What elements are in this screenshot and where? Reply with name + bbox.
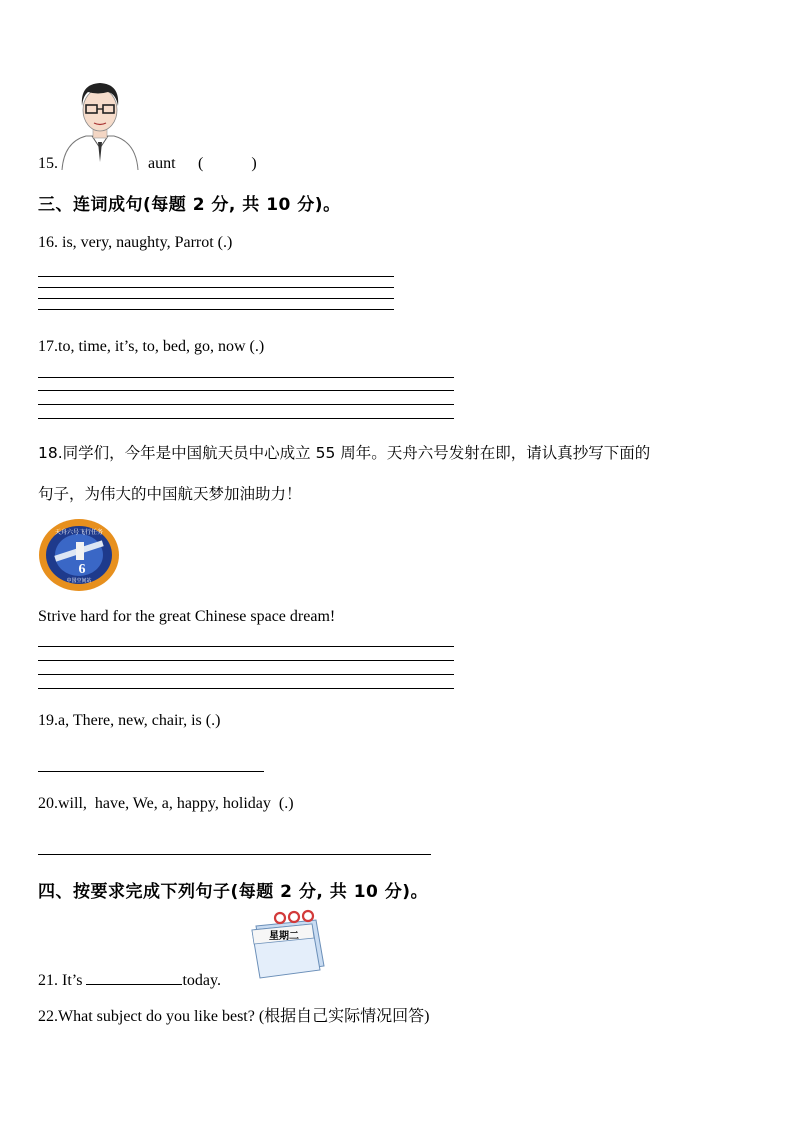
badge-top-text: 天舟六号飞行任务 [54,530,104,536]
q18-prompt-line1: 18.同学们，今年是中国航天员中心成立 55 周年。天舟六号发射在即，请认真抄写下面的 [38,444,651,462]
q17-writing-line [38,390,454,391]
badge-bottom-text: 中国空间站 [66,579,92,584]
q21-after-blank: today. [182,972,221,989]
q17-writing-line [38,418,454,419]
q20-answer-line [38,854,431,855]
q15-word: aunt [148,155,176,172]
q15-number: 15. [38,155,58,172]
q18-sentence: Strive hard for the great Chinese space dream! [38,608,336,625]
q16-prompt: 16. is, very, naughty, Parrot (.) [38,234,233,251]
q18-writing-line [38,688,454,689]
q19-answer-line [38,771,264,772]
q18-writing-line [38,646,454,647]
q16-writing-line [38,276,394,277]
man-portrait-illustration [58,78,142,172]
q17-writing-line [38,377,454,378]
q17-writing-line [38,404,454,405]
q21-before-blank: 21. It’s [38,972,87,989]
q21-answer-blank[interactable] [86,968,182,985]
svg-text:6: 6 [78,562,86,577]
q18-writing-line [38,674,454,675]
q15-answer-paren: ( ) [198,155,257,172]
section4-title: 四、按要求完成下列句子(每题 2 分, 共 10 分)。 [38,882,429,902]
calendar-day-text: 星期二 [269,931,299,942]
q15-line [38,155,257,173]
q21-line [38,968,221,990]
q16-writing-line [38,298,394,299]
tianzhou6-mission-badge-icon [38,518,120,592]
q16-writing-line [38,309,394,310]
q18-prompt-line2: 句子，为伟大的中国航天梦加油助力！ [38,485,302,503]
q16-writing-line [38,287,394,288]
calendar-tuesday-icon [246,908,328,982]
q17-prompt: 17.to, time, it’s, to, bed, go, now (.) [38,338,265,355]
q22-prompt: 22.What subject do you like best? (根据自己实际情况回答) [38,1008,430,1025]
section3-title: 三、连词成句(每题 2 分, 共 10 分)。 [38,195,341,215]
q19-prompt: 19.a, There, new, chair, is (.) [38,712,221,729]
q20-prompt: 20.will, have, We, a, happy, holiday (.) [38,795,294,812]
q18-writing-line [38,660,454,661]
